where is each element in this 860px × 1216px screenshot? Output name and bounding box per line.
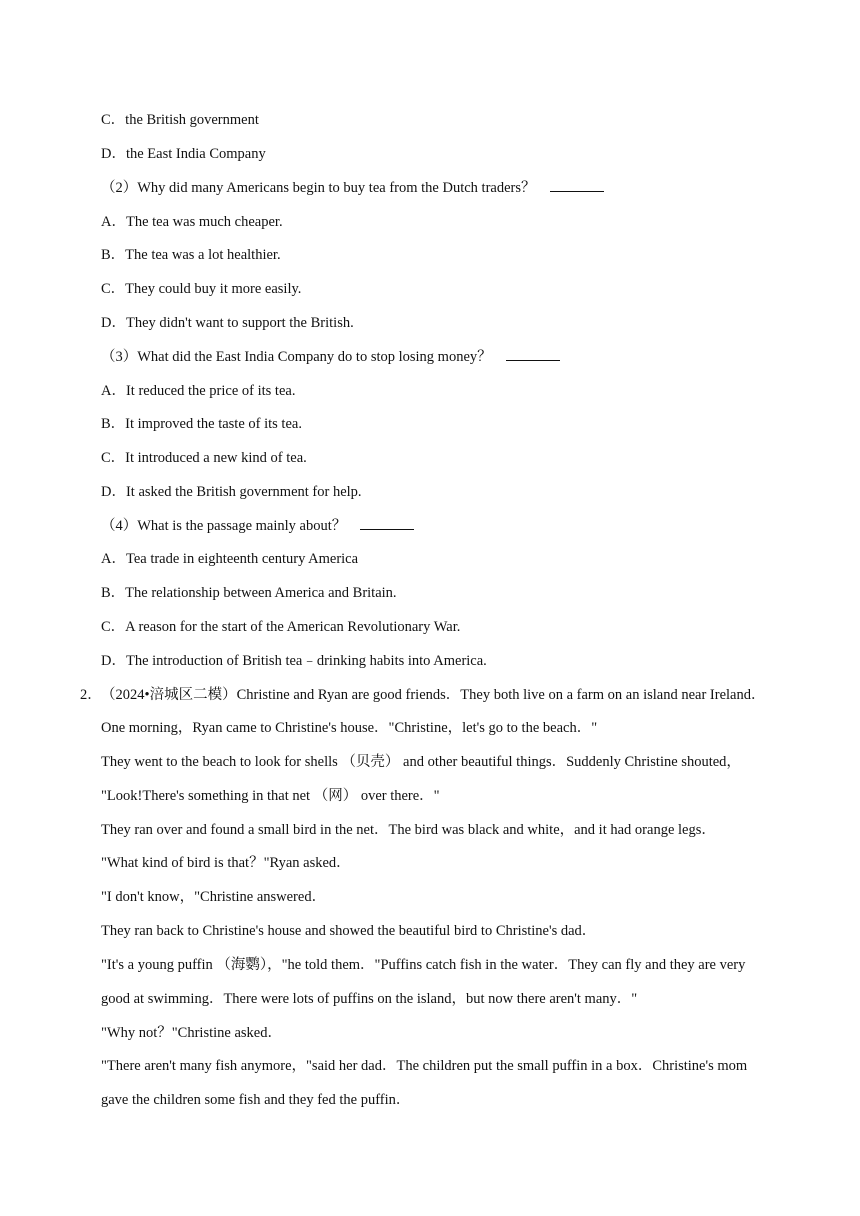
q2-option-b: B．The tea was a lot healthier. <box>101 247 281 263</box>
passage-line: They ran back to Christine's house and showed the beautiful bird to Christine's dad． <box>101 923 597 939</box>
q2-option-a: A．The tea was much cheaper. <box>101 214 283 230</box>
passage-line: "It's a young puffin （海鹦），"he told them．"Puffins catch fish in the water．They can fly and they are very <box>101 957 746 973</box>
q3-option-b: B．It improved the taste of its tea. <box>101 416 302 432</box>
q3-option-c: C．It introduced a new kind of tea. <box>101 450 307 466</box>
answer-blank <box>506 348 560 361</box>
question-stem-text: （4）What is the passage mainly about？ <box>101 518 347 534</box>
passage-line: "I don't know，"Christine answered． <box>101 889 327 905</box>
passage-line: good at swimming．There were lots of puffins on the island，but now there aren't many．" <box>101 991 638 1007</box>
question-stem-text: （2）Why did many Americans begin to buy tea from the Dutch traders？ <box>101 180 536 196</box>
q4-option-a: A．Tea trade in eighteenth century America <box>101 551 359 567</box>
passage-line: They went to the beach to look for shells （贝壳） and other beautiful things．Suddenly Christine shouted， <box>101 754 741 770</box>
passage-line: "Look!There's something in that net （网） over there．" <box>101 788 440 804</box>
q4-option-c: C．A reason for the start of the American Revolutionary War. <box>101 619 461 635</box>
q2-option-d: D．They didn't want to support the British. <box>101 315 354 331</box>
question-stem-text: （3）What did the East India Company do to stop losing money？ <box>101 349 492 365</box>
q4-option-d: D．The introduction of British tea﹣drinking habits into America. <box>101 653 487 669</box>
passage-line: "What kind of bird is that？"Ryan asked． <box>101 855 351 871</box>
passage-line: （2024•涪城区二模）Christine and Ryan are good friends．They both live on a farm on an island near Ireland． <box>101 687 766 703</box>
passage-line: They ran over and found a small bird in the net．The bird was black and white，and it had orange legs． <box>101 822 716 838</box>
passage-line: One morning，Ryan came to Christine's house．"Christine，let's go to the beach．" <box>101 720 598 736</box>
q2-option-c: C．They could buy it more easily. <box>101 281 302 297</box>
answer-blank <box>550 179 604 192</box>
q1-option-c: C．the British government <box>101 112 259 128</box>
q1-option-d: D．the East India Company <box>101 146 266 162</box>
passage-line: "Why not？"Christine asked． <box>101 1025 282 1041</box>
question-2-number: 2． <box>80 687 102 703</box>
passage-line: gave the children some fish and they fed the puffin． <box>101 1092 411 1108</box>
q3-option-a: A．It reduced the price of its tea. <box>101 383 296 399</box>
question-1-3-stem <box>101 347 560 367</box>
question-1-2-stem <box>101 178 604 198</box>
answer-blank <box>360 517 414 530</box>
q4-option-b: B．The relationship between America and Britain. <box>101 585 397 601</box>
question-1-4-stem <box>101 516 414 536</box>
q3-option-d: D．It asked the British government for help. <box>101 484 362 500</box>
passage-line: "There aren't many fish anymore，"said her dad．The children put the small puffin in a box．Christine's mom <box>101 1058 748 1074</box>
